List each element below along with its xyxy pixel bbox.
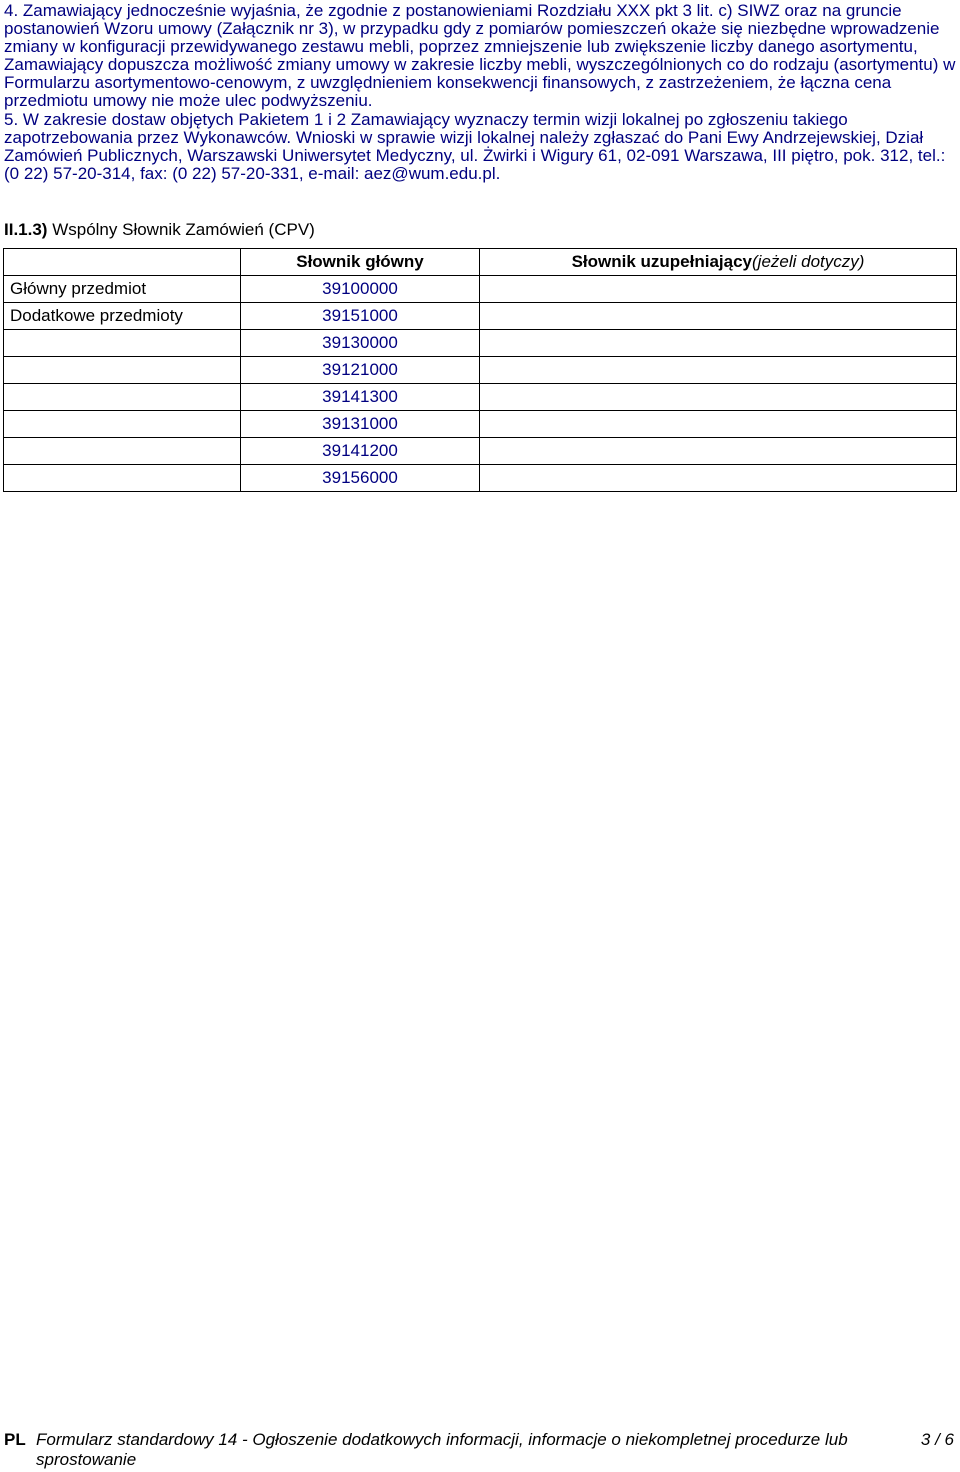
table-row [4, 276, 957, 303]
table-row [4, 384, 957, 411]
footer-page-number: 3 / 6 [920, 1430, 954, 1449]
paragraph-5: 5. W zakresie dostaw objętych Pakietem 1 i 2 Zamawiający wyznaczy termin wizji lokalnej po zgłoszeniu takiego zapotrzebowania przez Wykonawców. Wnioski w sprawie wizji lokalnej należy zgłaszać do Pani Ewy Andrzejewskiej, Dział Zamówień Publicznych, Warszawski Uniwersytet Medyczny, ul. Żwirki i Wigury 61, 02-091 Warszawa, III piętro, pok. 312, tel.: (0 22) 57-20-314, fax: (0 22) 57-20-331, e-mail: aez@wum.edu.pl. [4, 109, 946, 183]
table-header-row [4, 249, 957, 276]
table-row [4, 438, 957, 465]
footer-form-title: Formularz standardowy 14 - Ogłoszenie dodatkowych informacji, informacje o niekompletnej procedurze lub sprostowanie [36, 1430, 848, 1469]
table-row [4, 330, 957, 357]
table-cell-empty [4, 384, 241, 411]
cpv-code-additional: 39151000 [241, 303, 480, 330]
header-supplementary-dictionary [480, 249, 957, 276]
cpv-code-main: 39100000 [241, 276, 480, 303]
table-cell-empty [480, 303, 957, 330]
table-cell-empty [480, 411, 957, 438]
cpv-code-additional: 39156000 [241, 465, 480, 492]
cpv-code-additional: 39130000 [241, 330, 480, 357]
table-cell-empty [4, 465, 241, 492]
header-main-dictionary: Słownik główny [241, 249, 480, 276]
table-cell-empty [4, 438, 241, 465]
header-supp-note: (jeżeli dotyczy) [752, 252, 865, 271]
table-cell-empty [4, 249, 241, 276]
table-row [4, 465, 957, 492]
row-label-main: Główny przedmiot [4, 276, 241, 303]
table-cell-empty [480, 276, 957, 303]
section-number: II.1.3) [4, 220, 48, 239]
section-heading [4, 220, 315, 240]
table-cell-empty [480, 357, 957, 384]
table-cell-empty [480, 384, 957, 411]
cpv-code-additional: 39141200 [241, 438, 480, 465]
cpv-table [3, 248, 957, 492]
body-text [4, 2, 956, 183]
row-label-additional: Dodatkowe przedmioty [4, 303, 241, 330]
section-title: Wspólny Słownik Zamówień (CPV) [52, 220, 315, 239]
table-cell-empty [480, 438, 957, 465]
table-cell-empty [480, 330, 957, 357]
footer-language: PL [4, 1430, 26, 1449]
table-cell-empty [480, 465, 957, 492]
cpv-code-additional: 39121000 [241, 357, 480, 384]
table-row [4, 303, 957, 330]
table-row [4, 357, 957, 384]
table-cell-empty [4, 411, 241, 438]
cpv-code-additional: 39141300 [241, 384, 480, 411]
paragraph-4: 4. Zamawiający jednocześnie wyjaśnia, że zgodnie z postanowieniami Rozdziału XXX pkt 3 lit. c) SIWZ oraz na gruncie postanowień Wzoru umowy (Załącznik nr 3), w przypadku gdy z pomiarów pomieszczeń okaże się niezbędne wprowadzenie zmiany w konfiguracji przewidywanego zestawu mebli, poprzez zmniejszenie lub zwiększenie liczby danego asortymentu, Zamawiający dopuszcza możliwość zmiany umowy w zakresie liczby mebli, wyszczególnionych co do rodzaju (asortymentu) w Formularzu asortymentowo-cenowym, z uwzględnieniem konsekwencji finansowych, z zastrzeżeniem, że łączna cena przedmiotu umowy nie może ulec podwyższeniu. [4, 1, 956, 111]
header-supp-label: Słownik uzupełniający [571, 252, 752, 271]
table-row [4, 411, 957, 438]
table-cell-empty [4, 330, 241, 357]
cpv-code-additional: 39131000 [241, 411, 480, 438]
table-cell-empty [4, 357, 241, 384]
